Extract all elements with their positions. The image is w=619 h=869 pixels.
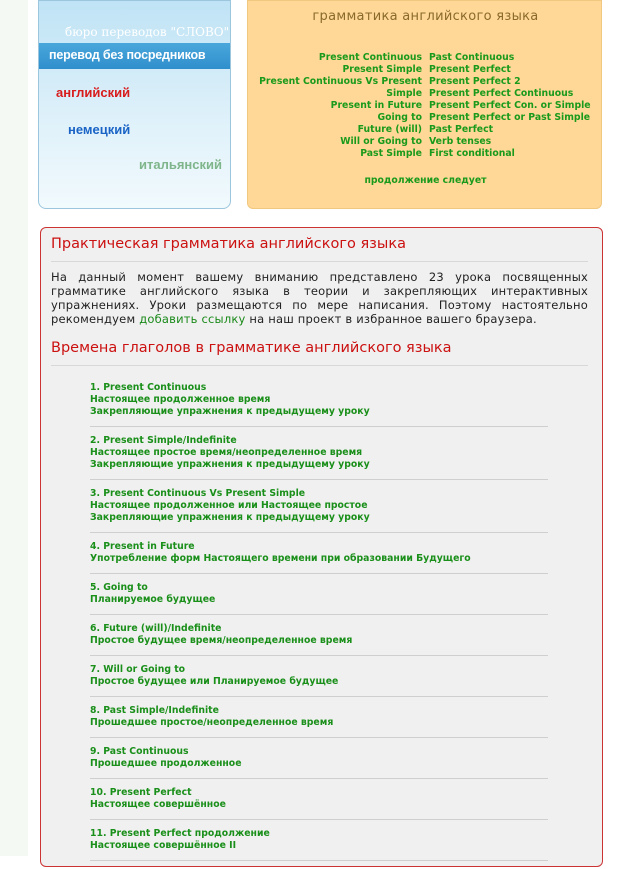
divider	[51, 261, 588, 262]
lesson-title-link[interactable]: 11. Present Perfect продолжение	[90, 828, 270, 839]
continued-note: продолжение следует	[364, 175, 487, 186]
lesson-title-link[interactable]: 8. Past Simple/Indefinite	[90, 705, 219, 716]
lesson-title-link[interactable]: 4. Present in Future	[90, 541, 195, 552]
left-margin-strip	[0, 0, 28, 856]
lesson-subtitle-link[interactable]: Употребление форм Настоящего времени при образовании Будущего	[90, 553, 471, 564]
add-bookmark-link[interactable]: добавить ссылку	[139, 312, 246, 326]
tense-link[interactable]: Present Perfect Con. or Simple	[429, 100, 591, 111]
tense-link[interactable]: Verb tenses	[429, 136, 492, 147]
lesson-item	[90, 382, 548, 427]
lesson-title-link[interactable]: 9. Past Continuous	[90, 746, 189, 757]
lesson-title-link[interactable]: 3. Present Continuous Vs Present Simple	[90, 488, 306, 499]
lesson-exercise-link[interactable]: Закрепляющие упражнения к предыдущему уроку	[90, 512, 370, 523]
lesson-subtitle-link[interactable]: Простое будущее или Планируемое будущее	[90, 676, 339, 687]
lesson-title-link[interactable]: 1. Present Continuous	[90, 382, 207, 393]
intro-text: На данный момент вашему вниманию представлено 23 урока посвященных грамматике английского языка в теории и закрепляющих интерактивных упражнениях. Уроки размещаются по мере написания. Поэтому настоятельно рекомендуем	[51, 270, 588, 326]
tense-link[interactable]: Present Continuous Vs Present	[259, 76, 422, 87]
lesson-subtitle-link[interactable]: Простое будущее время/неопределенное время	[90, 635, 353, 646]
tense-link[interactable]: Past Continuous	[429, 52, 515, 63]
lesson-subtitle-link[interactable]: Прошедшее продолженное	[90, 758, 242, 769]
tense-link[interactable]: Will or Going to	[340, 136, 422, 147]
tense-link[interactable]: Going to	[377, 112, 422, 123]
tense-link[interactable]: Past Perfect	[429, 124, 494, 135]
lesson-item	[90, 623, 548, 656]
intro-text-end: на наш проект в избранное вашего браузера.	[245, 312, 537, 326]
tense-link[interactable]: First conditional	[429, 148, 515, 159]
tense-link[interactable]: Present Simple	[342, 64, 422, 75]
lesson-subtitle-link[interactable]: Настоящее продолженное или Настоящее простое	[90, 500, 368, 511]
grammar-menu-title: грамматика английского языка	[312, 9, 539, 24]
lesson-item	[90, 488, 548, 533]
lesson-subtitle-link[interactable]: Настоящее совершённое	[90, 799, 226, 810]
grammar-menu	[247, 0, 602, 209]
lesson-item	[90, 787, 548, 820]
lesson-item	[90, 541, 548, 574]
tense-links-left	[259, 52, 422, 160]
lesson-subtitle-link[interactable]: Настоящее простое время/неопределенное время	[90, 447, 363, 458]
lesson-subtitle-link[interactable]: Настоящее продолженное время	[90, 394, 271, 405]
tense-link[interactable]: Present Perfect or Past Simple	[429, 112, 591, 123]
lesson-title-link[interactable]: 7. Will or Going to	[90, 664, 186, 675]
lesson-subtitle-link[interactable]: Планируемое будущее	[90, 594, 216, 605]
lesson-item	[90, 746, 548, 779]
lesson-title-link[interactable]: 2. Present Simple/Indefinite	[90, 435, 237, 446]
language-english: английский	[56, 85, 131, 100]
divider	[51, 365, 588, 366]
main-content	[40, 227, 603, 867]
section-title: Времена глаголов в грамматике английского языка	[51, 340, 452, 356]
lesson-item	[90, 664, 548, 697]
lesson-item	[90, 435, 548, 480]
bureau-name: бюро переводов "СЛОВО"	[65, 25, 230, 39]
tense-link[interactable]: Present in Future	[330, 100, 422, 111]
page-title: Практическая грамматика английского языка	[51, 236, 406, 252]
lesson-title-link[interactable]: 6. Future (will)/Indefinite	[90, 623, 222, 634]
lesson-exercise-link[interactable]: Закрепляющие упражнения к предыдущему уроку	[90, 459, 370, 470]
tense-links-right	[429, 52, 591, 160]
lesson-exercise-link[interactable]: Закрепляющие упражнения к предыдущему уроку	[90, 406, 370, 417]
tense-link[interactable]: Past Simple	[360, 148, 422, 159]
language-german: немецкий	[68, 122, 131, 137]
lesson-subtitle-link[interactable]: Настоящее совершённое II	[90, 840, 237, 851]
lesson-title-link[interactable]: 10. Present Perfect	[90, 787, 192, 798]
tense-link[interactable]: Present Continuous	[318, 52, 422, 63]
tense-link[interactable]: Present Perfect 2	[429, 76, 521, 87]
intro-paragraph	[51, 270, 588, 326]
translation-bureau-banner[interactable]	[38, 0, 231, 209]
banner-tagline: перевод без посредников	[49, 48, 206, 62]
lesson-subtitle-link[interactable]: Прошедшее простое/неопределенное время	[90, 717, 334, 728]
lesson-item	[90, 582, 548, 615]
tense-link[interactable]: Simple	[386, 88, 422, 99]
language-italian: итальянский	[139, 157, 222, 172]
lesson-title-link[interactable]: 5. Going to	[90, 582, 148, 593]
lesson-list	[90, 382, 548, 869]
lesson-item	[90, 705, 548, 738]
lesson-item	[90, 828, 548, 861]
tense-link[interactable]: Present Perfect Continuous	[429, 88, 574, 99]
tense-link[interactable]: Future (will)	[357, 124, 422, 135]
tense-link[interactable]: Present Perfect	[429, 64, 511, 75]
